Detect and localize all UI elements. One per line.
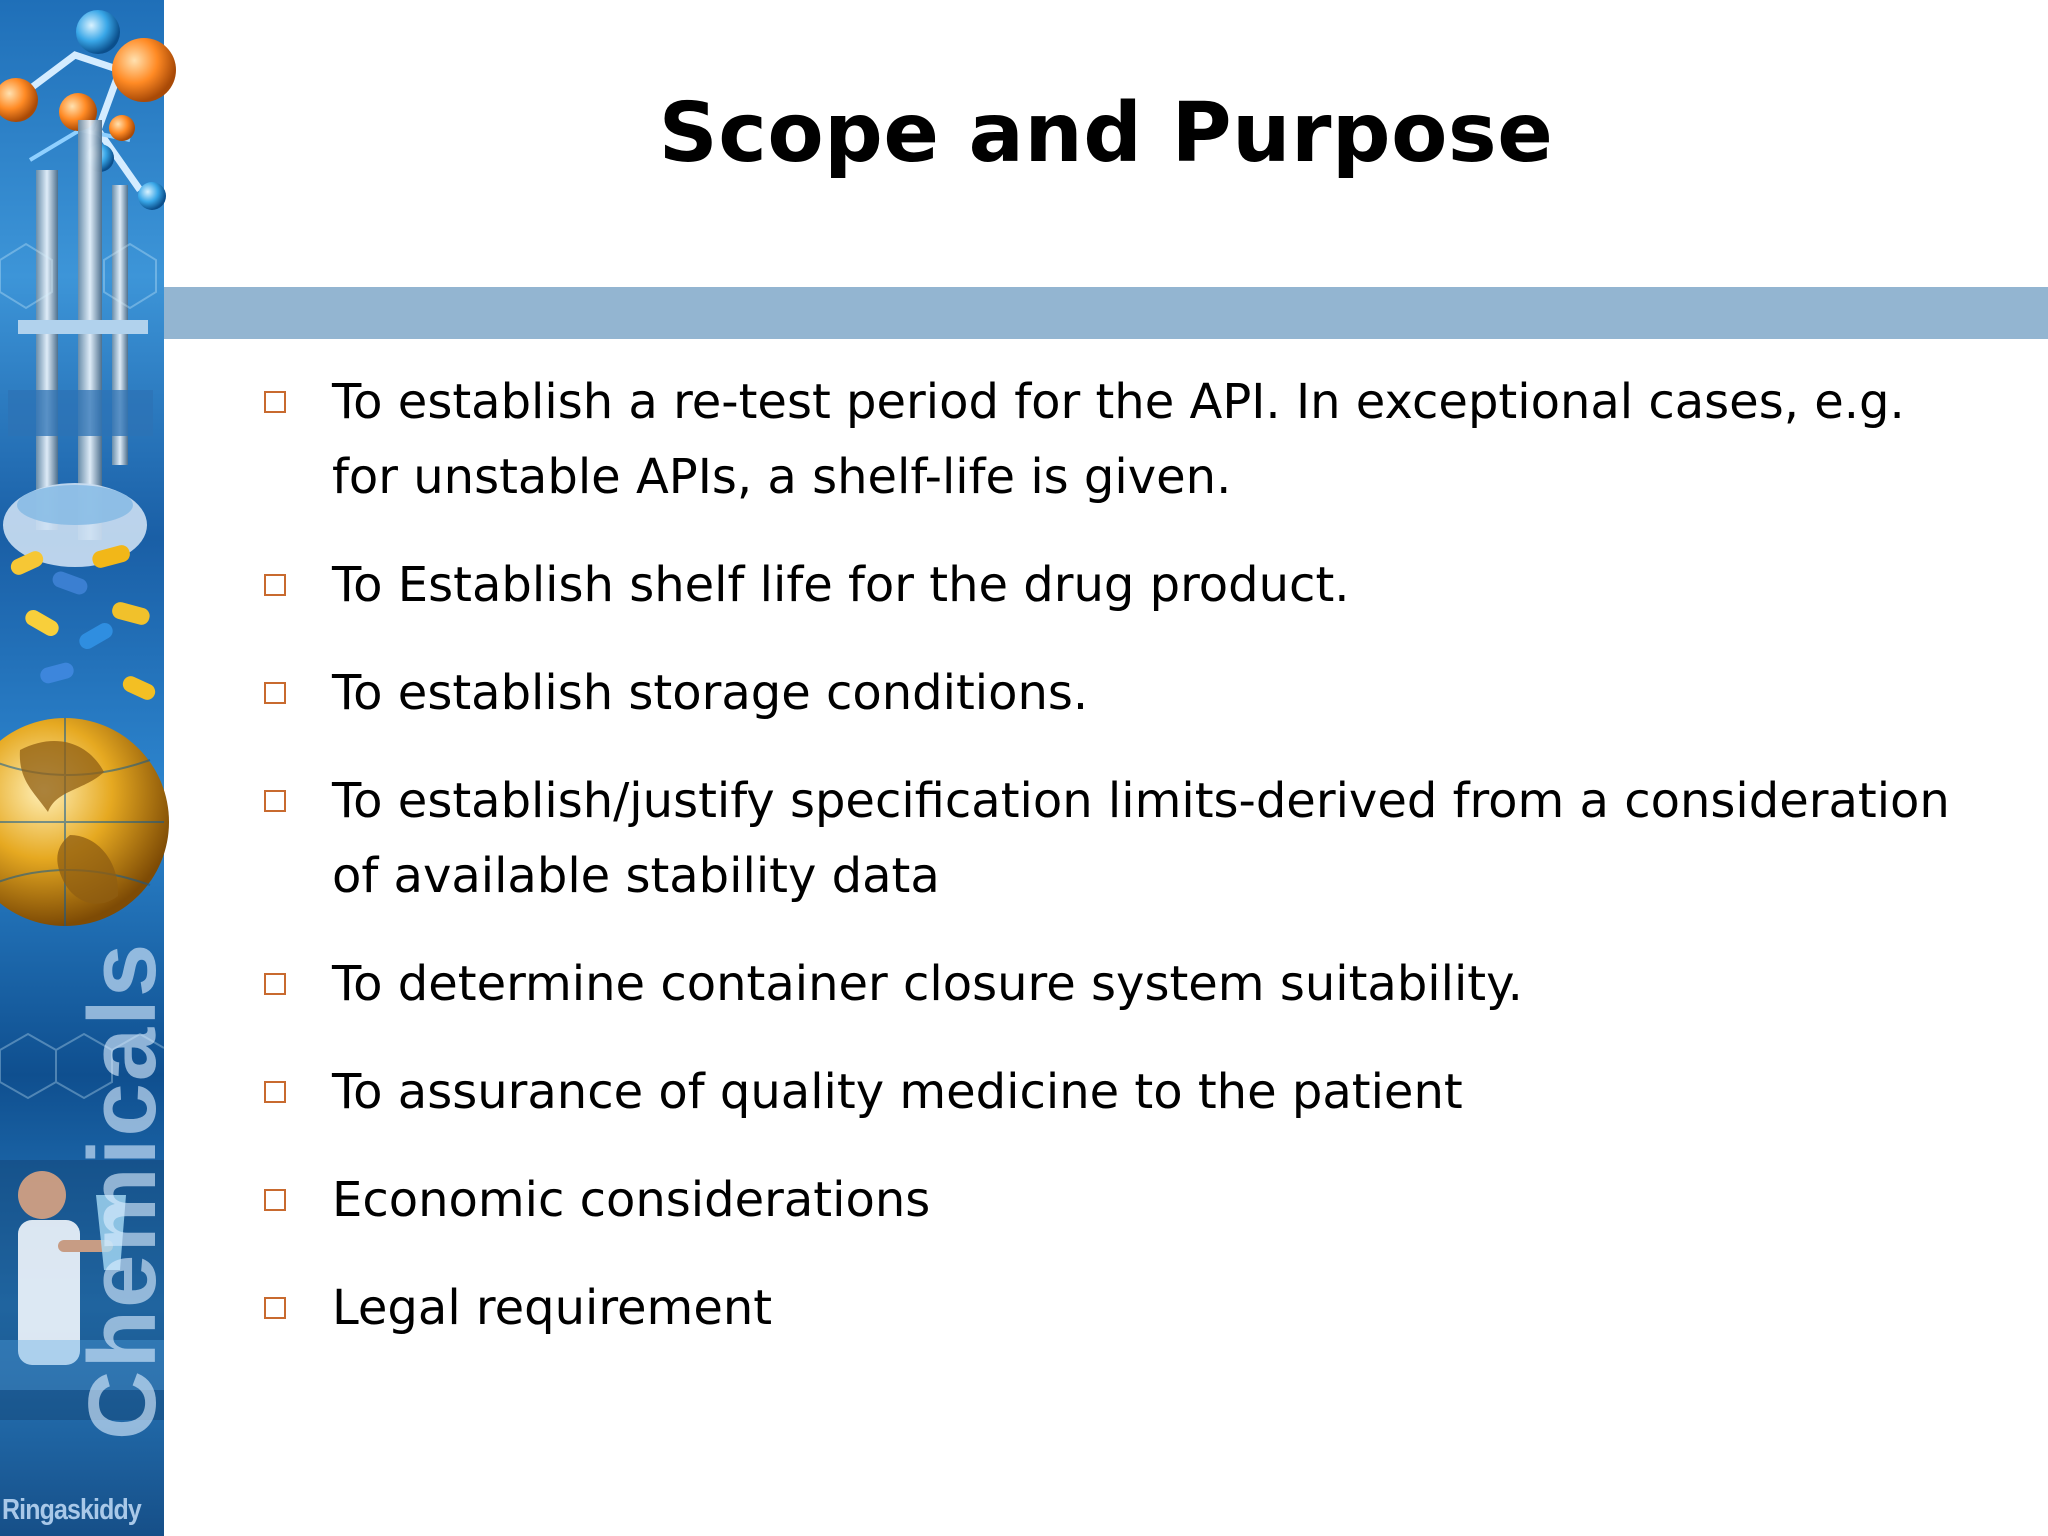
bullet-item [264, 656, 1984, 731]
capsules-icon [8, 543, 158, 702]
title-separator-bar [164, 287, 2048, 339]
reactor-equipment-icon [3, 120, 153, 567]
bullet-item [264, 1163, 1984, 1238]
bullet-text: To establish/justify specification limits-derived from a consideration of available stability data [332, 773, 1950, 904]
globe-icon [0, 718, 169, 926]
square-bullet-icon [264, 1081, 286, 1103]
bullet-item [264, 1055, 1984, 1130]
slide-title: Scope and Purpose [658, 86, 1554, 181]
bullet-item [264, 365, 1984, 515]
decorative-sidebar [0, 0, 176, 1536]
sidebar-caption: Ringaskiddy [2, 1494, 141, 1526]
bullet-item [264, 947, 1984, 1022]
square-bullet-icon [264, 391, 286, 413]
bullet-list [264, 365, 1984, 1379]
bullet-text: Legal requirement [332, 1280, 773, 1336]
bullet-text: To establish a re-test period for the API. In exceptional cases, e.g. for unstable APIs, a shelf-life is given. [332, 374, 1905, 505]
bullet-text: To determine container closure system suitability. [332, 956, 1523, 1012]
square-bullet-icon [264, 574, 286, 596]
square-bullet-icon [264, 1189, 286, 1211]
bullet-text: To establish storage conditions. [332, 665, 1089, 721]
bullet-text: To Establish shelf life for the drug product. [332, 557, 1350, 613]
sidebar-vertical-brand: Chemicals [69, 941, 176, 1440]
bullet-item [264, 548, 1984, 623]
square-bullet-icon [264, 973, 286, 995]
bullet-text: To assurance of quality medicine to the patient [332, 1064, 1463, 1120]
square-bullet-icon [264, 1297, 286, 1319]
square-bullet-icon [264, 790, 286, 812]
bullet-text: Economic considerations [332, 1172, 931, 1228]
square-bullet-icon [264, 682, 286, 704]
bullet-item [264, 764, 1984, 914]
bullet-item [264, 1271, 1984, 1346]
